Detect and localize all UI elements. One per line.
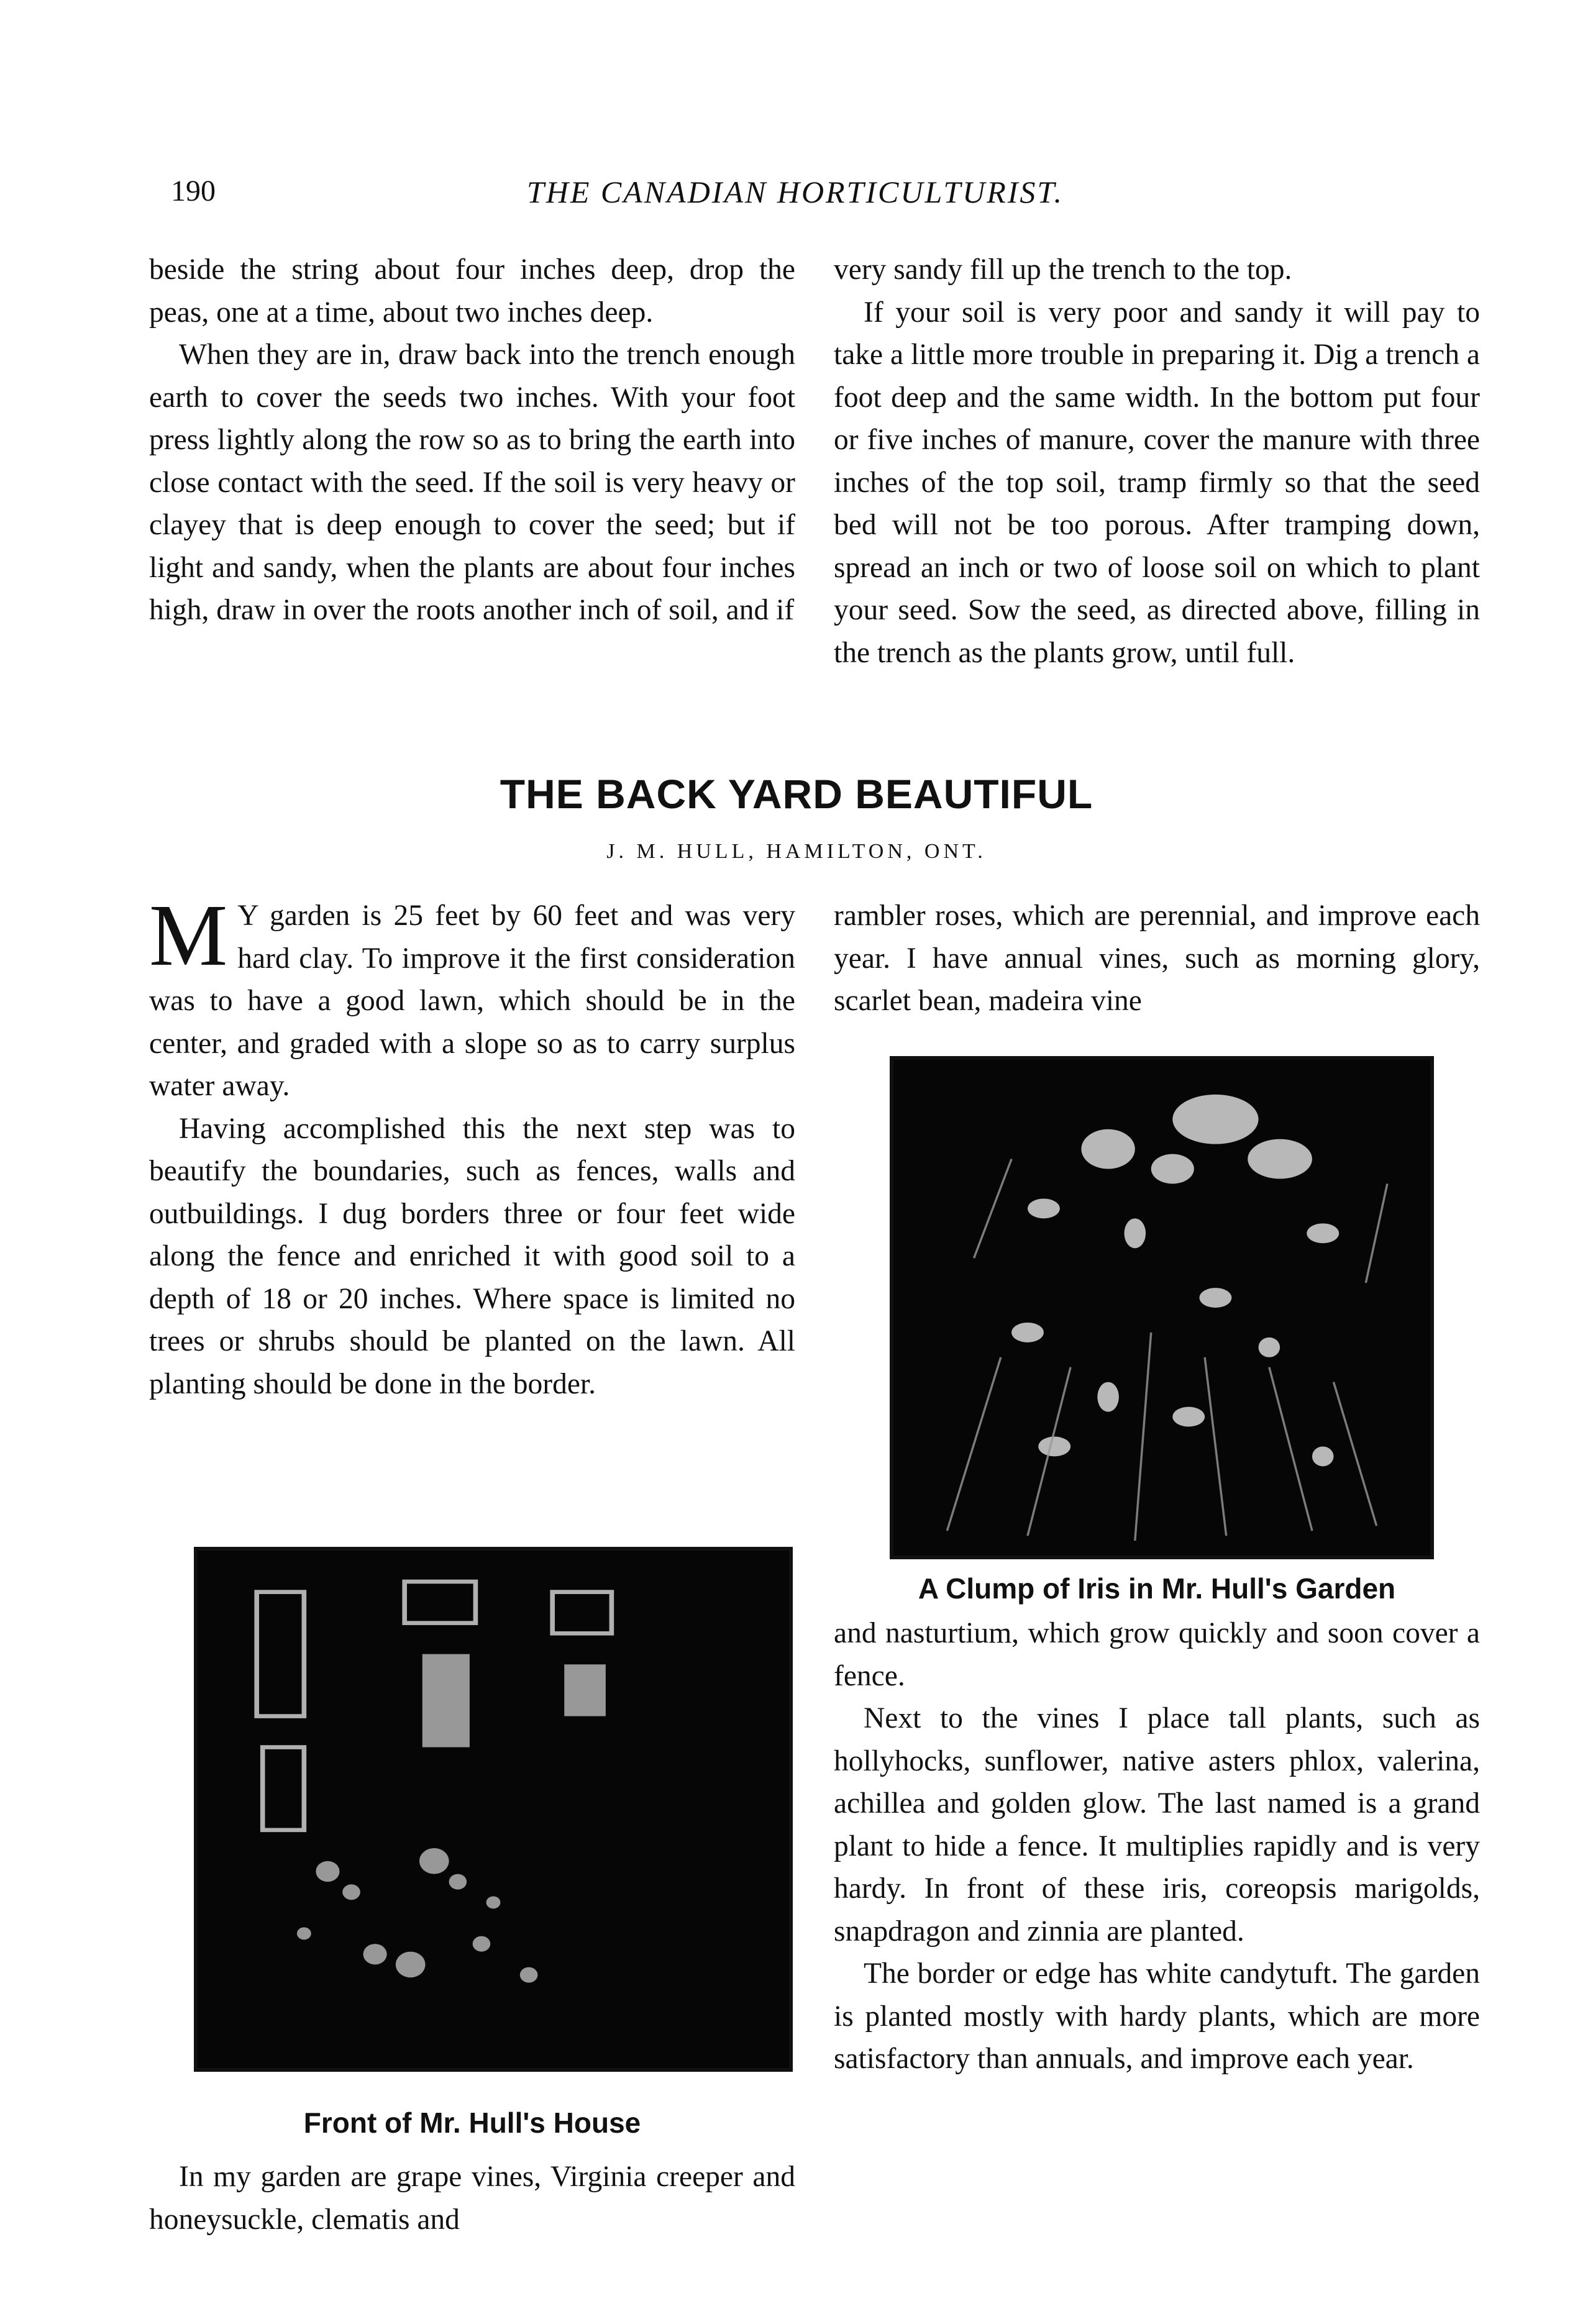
paragraph: beside the string about four inches deep, drop the peas, one at a time, about two inches deep. <box>149 253 795 329</box>
paragraph: If your soil is very poor and sandy it will pay to take a little more trouble in preparing it. Dig a trench a foot deep and the same width. In the bottom put four or five inches of manure, cover the manure with three inches of the top soil, tramp firmly so that the seed bed will not be too porous. After tramping down, spread an inch or two of loose soil on which to plant your seed. Sow the seed, as directed above, filling in the trench as the plants grow, until full. <box>834 296 1480 669</box>
journal-title: THE CANADIAN HORTICULTURIST. <box>526 175 1064 209</box>
paragraph: and nasturtium, which grow quickly and soon cover a fence. <box>834 1617 1480 1692</box>
top-right-column <box>834 248 1480 674</box>
article-title: THE BACK YARD BEAUTIFUL <box>500 771 1093 817</box>
paragraph: The border or edge has white candytuft. The garden is planted mostly with hardy plants, which are more satisfactory than annuals, and improve each year. <box>834 1957 1480 2075</box>
paragraph: rambler roses, which are perennial, and improve each year. I have annual vines, such as morning glory, scarlet bean, madeira vine <box>834 900 1480 1017</box>
iris-photo <box>890 1056 1434 1559</box>
page-number: 190 <box>171 175 216 207</box>
iris-photo-image <box>893 1060 1430 1556</box>
paragraph: Next to the vines I place tall plants, such as hollyhocks, sunflower, native asters phlox, valerina, achillea and golden glow. The last named is a grand plant to hide a fence. It multiplies rapidly and is very hardy. In front of these iris, coreopsis marigolds, snapdragon and zinnia are planted. <box>834 1702 1480 1948</box>
house-photo <box>194 1547 793 2072</box>
paragraph: When they are in, draw back into the trench enough earth to cover the seeds two inches. With your foot press lightly along the row so as to bring the earth into close contact with the seed. If the soil is very heavy or clayey that is deep enough to cover the seed; but if light and sandy, when the plants are about four inches high, draw in over the roots another inch of soil, and if <box>149 339 795 626</box>
iris-photo-caption: A Clump of Iris in Mr. Hull's Garden <box>918 1572 1396 1605</box>
top-left-column <box>149 248 795 632</box>
running-head <box>171 174 1420 224</box>
article-byline: J. M. HULL, HAMILTON, ONT. <box>606 840 987 863</box>
paragraph: Having accomplished this the next step was to beautify the boundaries, such as fences, walls and outbuildings. I dug borders three or four feet wide along the fence and enriched it with good soil to a depth of 18 or 20 inches. Where space is limited no trees or shrubs should be planted on the lawn. All planting should be done in the border. <box>149 1112 795 1400</box>
article-left-column <box>149 886 795 1405</box>
article-right-column <box>834 895 1480 1023</box>
drop-cap: M <box>149 886 228 984</box>
paragraph: very sandy fill up the trench to the top. <box>834 253 1292 286</box>
house-photo-caption: Front of Mr. Hull's House <box>303 2107 641 2139</box>
article-right-column-continued <box>834 1612 1480 2080</box>
paragraph <box>149 886 795 1108</box>
paragraph: In my garden are grape vines, Virginia creeper and honeysuckle, clematis and <box>149 2161 795 2236</box>
article-left-column-continued <box>149 2156 795 2241</box>
house-photo-image <box>198 1551 789 2068</box>
paragraph-text: Y garden is 25 feet by 60 feet and was very hard clay. To improve it the first consideration was to have a good lawn, which should be in the center, and graded with a slope so as to carry surplus water away. <box>149 900 795 1102</box>
